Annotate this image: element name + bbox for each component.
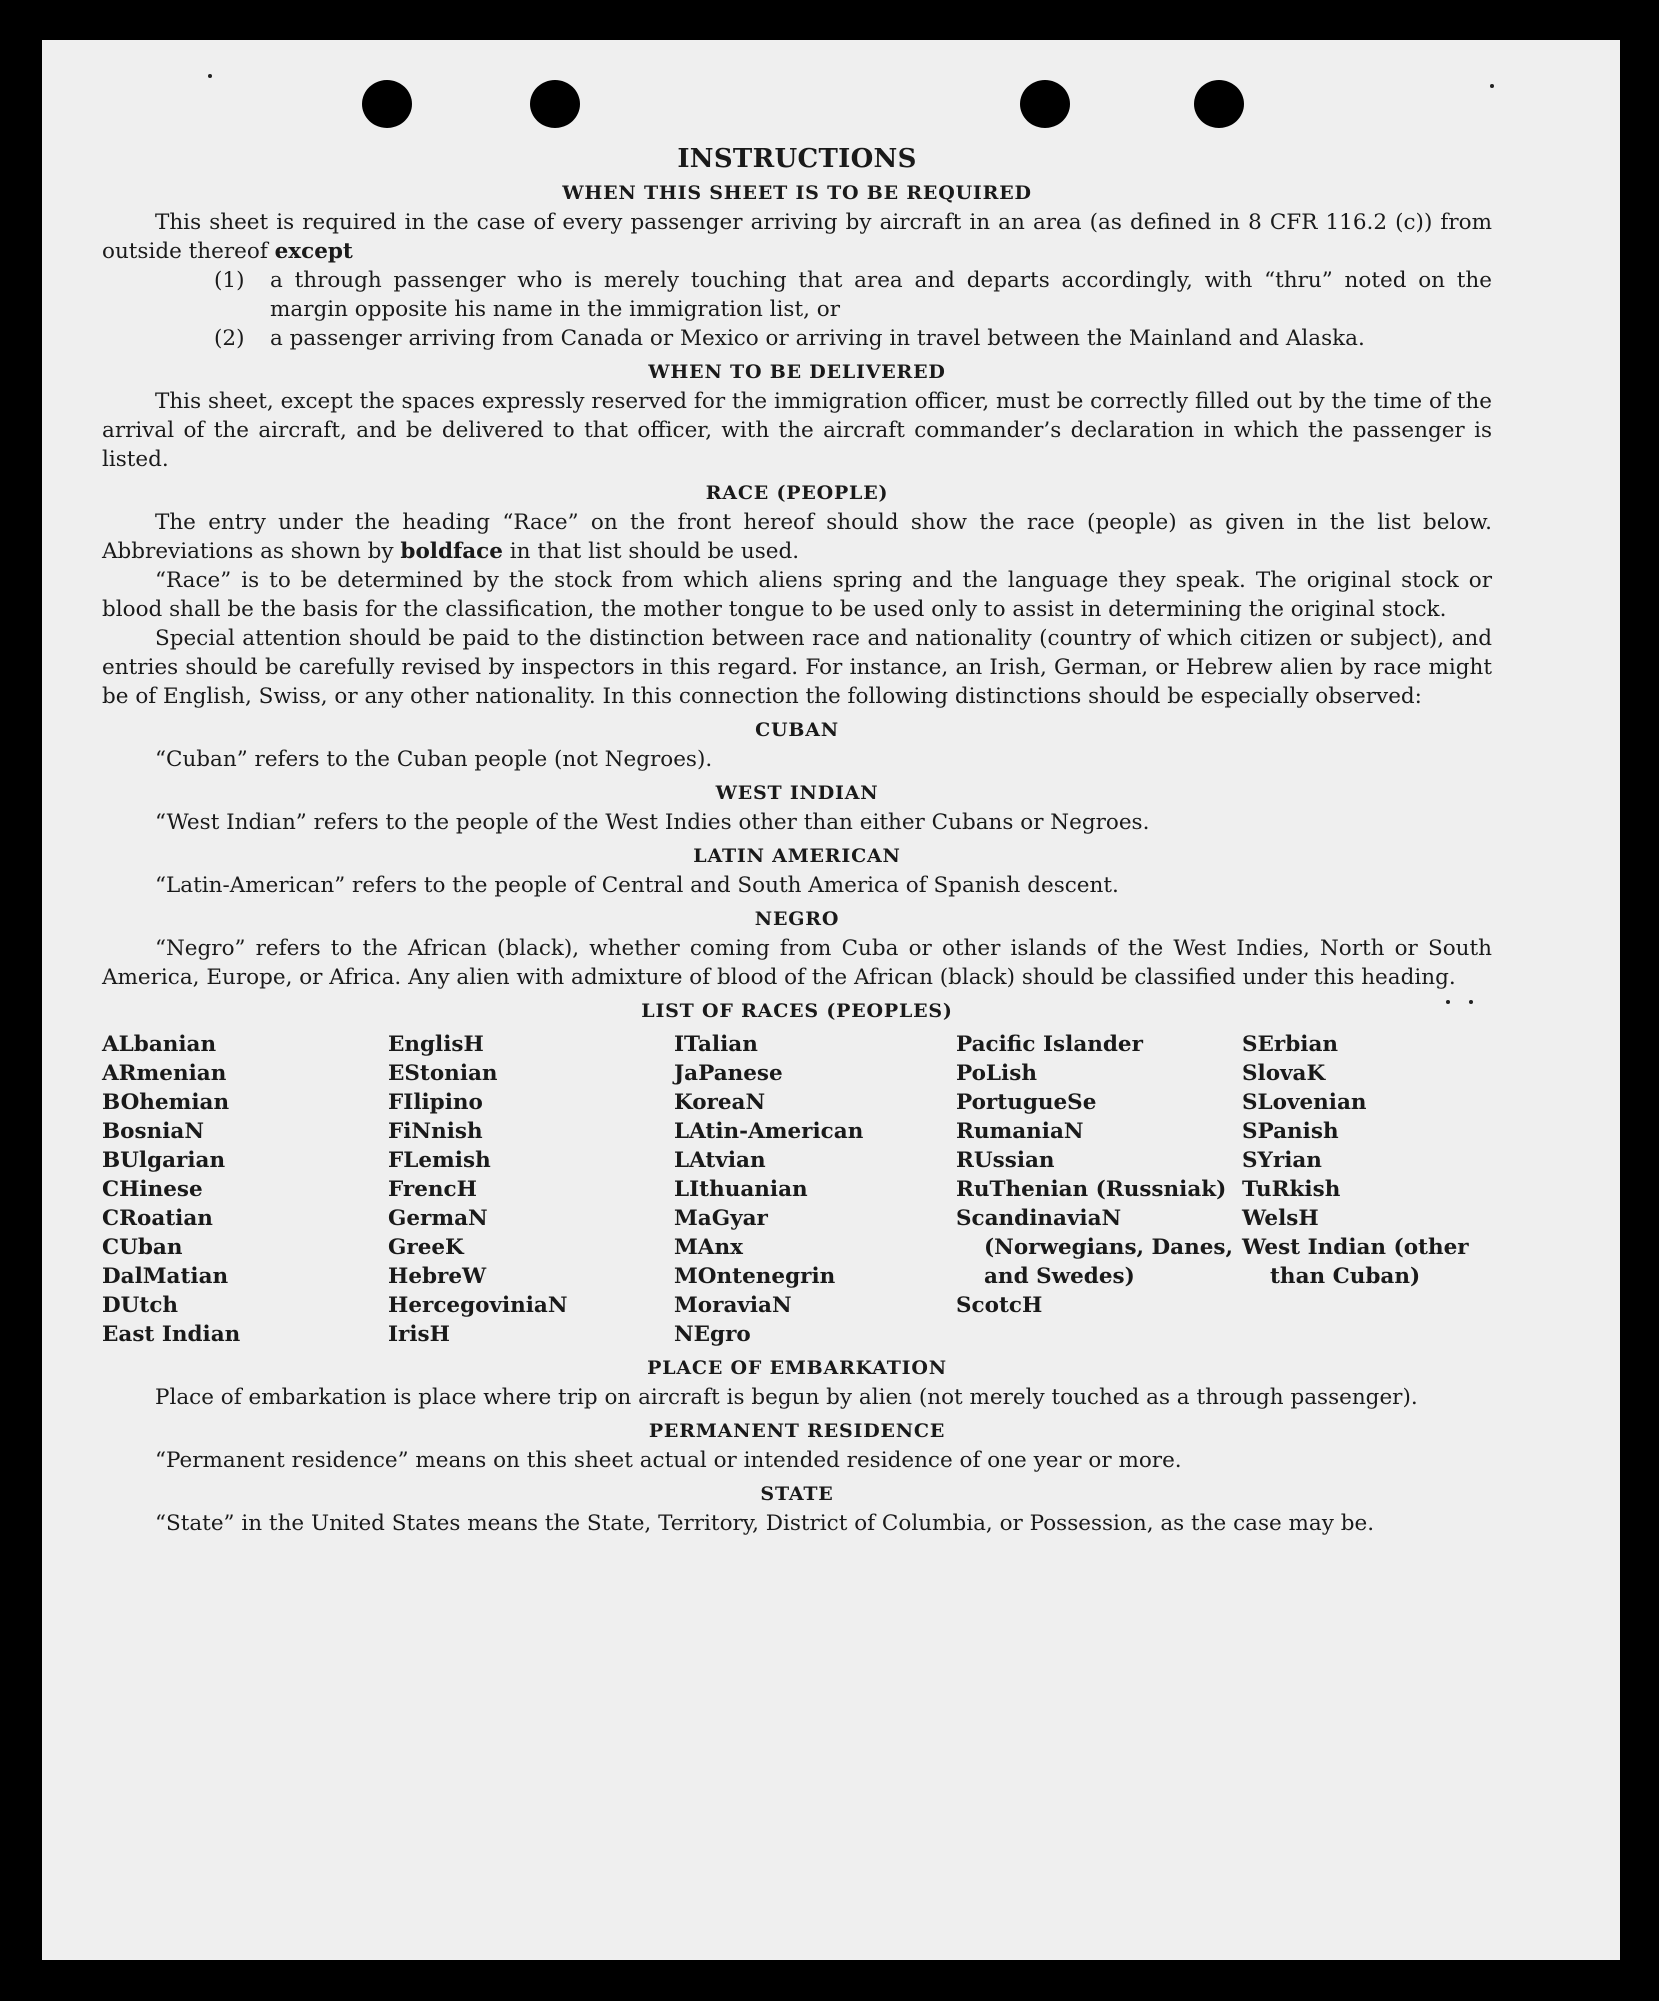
race-entry: WelsH [1242,1206,1319,1231]
race-entry: TuRkish [1242,1177,1341,1202]
heading-cuban: CUBAN [755,719,839,741]
speck [208,74,212,78]
race-entry: EnglisH [388,1032,484,1057]
required-item-2: (2) a passenger arriving from Canada or Mexico or arriving in travel between the Mainland and Alaska. [214,326,1365,351]
punch-hole [362,80,412,128]
race-column [956,1030,1242,1349]
race-entry: NEgro [674,1322,751,1347]
race-entry: CRoatian [102,1206,213,1231]
race-entry: RumaniaN [956,1119,1084,1144]
race-entry: DUtch [102,1293,179,1318]
race-entry: CHinese [102,1177,203,1202]
races-list [102,1030,1492,1349]
race-entry: SlovaK [1242,1061,1326,1086]
race-entry: BOhemian [102,1090,230,1115]
race-entry: FrencH [388,1177,477,1202]
race-column [102,1030,388,1349]
race-entry: West Indian (other than Cuban) [1242,1235,1469,1289]
race-entry: MAnx [674,1235,743,1260]
document-sheet [42,40,1620,1960]
race-entry: IrisH [388,1322,450,1347]
race-entry: RuThenian (Russniak) [956,1177,1227,1202]
race-entry: LIthuanian [674,1177,808,1202]
race-entry: PortugueSe [956,1090,1097,1115]
race-column [674,1030,956,1349]
heading-embarkation: PLACE OF EMBARKATION [647,1357,947,1379]
state-text: “State” in the United States means the State, Territory, District of Columbia, or Possession, as the case may be. [155,1511,1375,1536]
west-indian-text: “West Indian” refers to the people of the West Indies other than either Cubans or Negroes. [155,810,1150,835]
punch-hole [1194,80,1244,128]
race-entry: RUssian [956,1148,1055,1173]
race-entry: EStonian [388,1061,498,1086]
race-entry: Pacific Islander [956,1032,1143,1057]
race-entry: SErbian [1242,1032,1339,1057]
race-entry: ScotcH [956,1293,1043,1318]
embarkation-text: Place of embarkation is place where trip on aircraft is begun by alien (not merely touched as a through passenger). [155,1385,1418,1410]
race-entry: FiNnish [388,1119,483,1144]
race-entry: MaGyar [674,1206,768,1231]
required-intro: This sheet is required in the case of every passenger arriving by aircraft in an area (as defined in 8 CFR 116.2 (c)) from outside thereof except [102,210,1492,264]
race-entry: JaPanese [674,1061,783,1086]
residence-text: “Permanent residence” means on this sheet actual or intended residence of one year or more. [155,1448,1182,1473]
heading-west-indian: WEST INDIAN [715,782,879,804]
race-entry: FLemish [388,1148,491,1173]
document-body [102,144,1492,1538]
heading-delivered: WHEN TO BE DELIVERED [648,361,946,383]
race-column [388,1030,674,1349]
negro-text: “Negro” refers to the African (black), whether coming from Cuba or other islands of the West Indies, North or South America, Europe, or Africa. Any alien with admixture of blood of the African (black) should be classified under this heading. [102,936,1492,990]
race-entry: FIlipino [388,1090,483,1115]
race-paragraph-2: “Race” is to be determined by the stock from which aliens spring and the language they speak. The original stock or blood shall be the basis for the classification, the mother tongue to be used only to assist in determining the original stock. [102,568,1492,622]
race-entry: BUlgarian [102,1148,226,1173]
race-entry: MoraviaN [674,1293,792,1318]
race-paragraph-3: Special attention should be paid to the distinction between race and nationality (country of which citizen or subject), and entries should be carefully revised by inspectors in this regard. For instance, an Irish, German, or Hebrew alien by race might be of English, Swiss, or any other nationality. In this connection the following distinctions should be especially observed: [102,626,1492,709]
race-column [1242,1030,1492,1349]
punch-hole [1020,80,1070,128]
race-entry: DalMatian [102,1264,229,1289]
race-entry: BosniaN [102,1119,204,1144]
race-entry: SYrian [1242,1148,1322,1173]
race-entry: HercegoviniaN [388,1293,568,1318]
race-entry: SPanish [1242,1119,1339,1144]
race-entry: SLovenian [1242,1090,1367,1115]
race-entry: ScandinaviaN (Norwegians, Danes, and Swedes) [956,1206,1233,1289]
required-item-1: (1) a through passenger who is merely touching that area and departs accordingly, with “thru” noted on the margin opposite his name in the immigration list, or [214,268,1492,322]
race-entry: HebreW [388,1264,487,1289]
heading-list-of-races: LIST OF RACES (PEOPLES) [641,1000,953,1022]
heading-race: RACE (PEOPLE) [705,482,889,504]
heading-required: WHEN THIS SHEET IS TO BE REQUIRED [562,182,1032,204]
cuban-text: “Cuban” refers to the Cuban people (not Negroes). [155,747,713,772]
race-entry: PoLish [956,1061,1037,1086]
race-entry: LAtvian [674,1148,766,1173]
race-entry: LAtin-American [674,1119,864,1144]
heading-latin-american: LATIN AMERICAN [693,845,901,867]
race-paragraph-1: The entry under the heading “Race” on the front hereof should show the race (people) as given in the list below. Abbreviations as shown by boldface in that list should be used. [102,510,1492,564]
heading-residence: PERMANENT RESIDENCE [648,1420,946,1442]
punch-hole [530,80,580,128]
race-entry: GermaN [388,1206,488,1231]
latin-american-text: “Latin-American” refers to the people of Central and South America of Spanish descent. [155,873,1119,898]
race-entry: CUban [102,1235,183,1260]
race-entry: GreeK [388,1235,464,1260]
speck [1490,84,1494,88]
race-entry: MOntenegrin [674,1264,836,1289]
delivered-text: This sheet, except the spaces expressly reserved for the immigration officer, must be correctly filled out by the time of the arrival of the aircraft, and be delivered to that officer, with the aircraft commander’s declaration in which the passenger is listed. [102,389,1492,472]
race-entry: KoreaN [674,1090,766,1115]
heading-state: STATE [760,1483,834,1505]
heading-negro: NEGRO [754,908,840,930]
race-entry: ARmenian [102,1061,227,1086]
race-entry: ITalian [674,1032,758,1057]
page-title: INSTRUCTIONS [677,144,917,174]
race-entry: East Indian [102,1322,241,1347]
race-entry: ALbanian [102,1032,217,1057]
